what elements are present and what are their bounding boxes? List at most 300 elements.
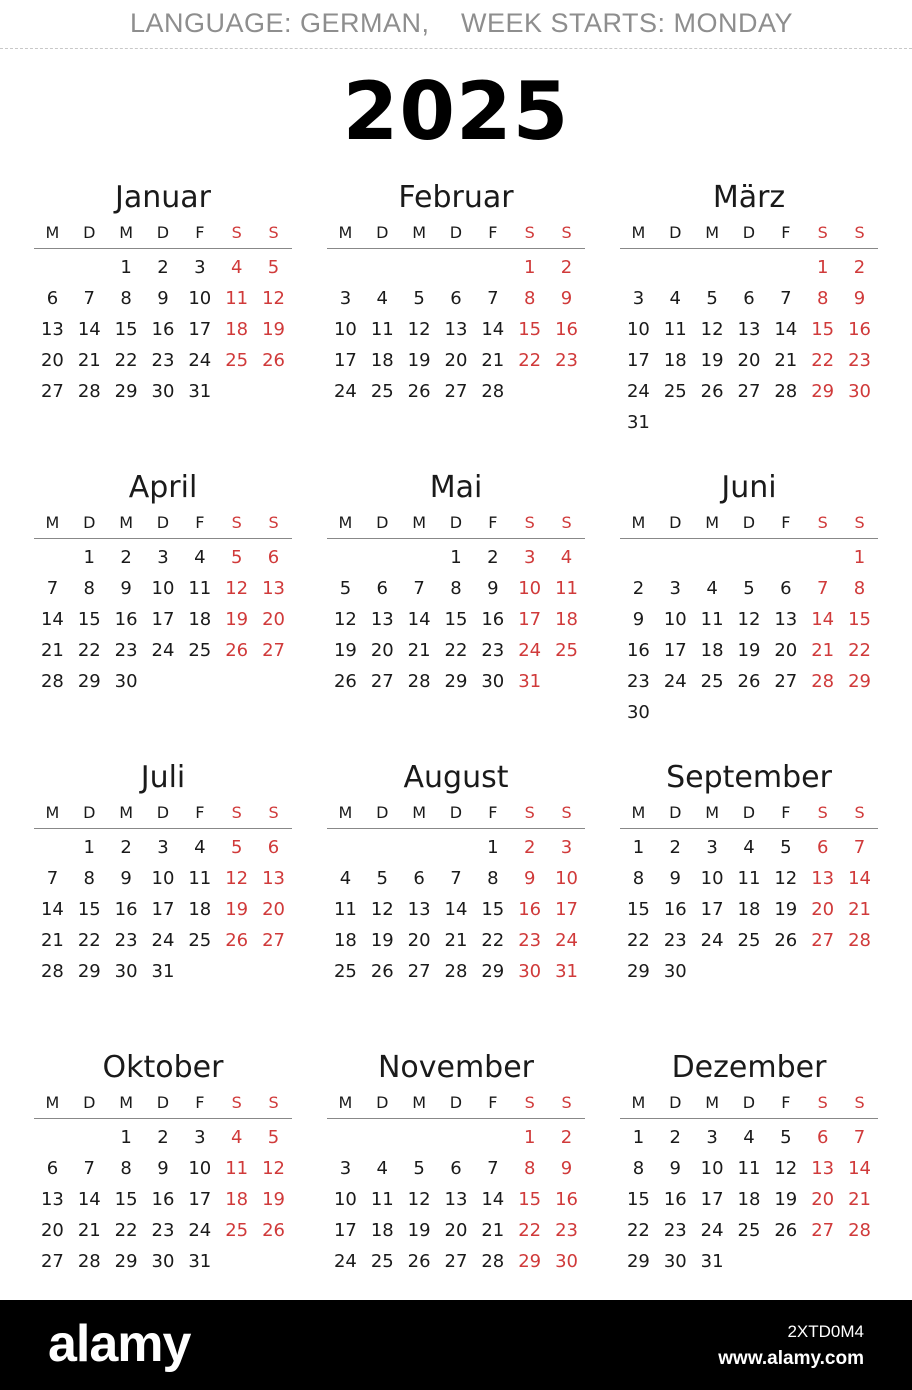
- weekday-label: M: [631, 803, 646, 822]
- day-cell: 23: [555, 350, 578, 371]
- month-block: [620, 468, 878, 748]
- month-name: August: [403, 760, 509, 795]
- day-cell: 15: [77, 609, 101, 630]
- day-cell: 19: [407, 1220, 431, 1241]
- weekday-label: M: [119, 223, 134, 242]
- weekday-label: S: [561, 803, 572, 822]
- day-cell: 10: [555, 868, 578, 889]
- day-cell: 26: [407, 381, 431, 402]
- weekday-label: M: [705, 223, 720, 242]
- weekday-label: S: [268, 223, 279, 242]
- weekday-label: M: [412, 223, 427, 242]
- day-cell: 14: [444, 899, 468, 920]
- day-cell: 5: [230, 547, 243, 568]
- day-cell: 5: [339, 578, 352, 599]
- day-cell: 18: [188, 609, 212, 630]
- day-cell: 30: [481, 671, 505, 692]
- month-name: April: [128, 470, 198, 505]
- day-cell: 13: [262, 868, 285, 889]
- day-cell: 30: [663, 1251, 687, 1272]
- day-cell: 25: [370, 381, 394, 402]
- day-cell: 24: [333, 381, 357, 402]
- weekday-header: [327, 1090, 585, 1119]
- day-cell: 11: [663, 319, 687, 340]
- day-cell: 2: [853, 257, 866, 278]
- day-cell: 14: [40, 899, 64, 920]
- weekday-label: S: [561, 1093, 572, 1112]
- weekday-label: D: [83, 223, 96, 242]
- month-name: Februar: [398, 180, 514, 215]
- image-id: 2XTD0M4: [787, 1322, 864, 1341]
- day-cell: 14: [848, 868, 871, 889]
- weekday-label: M: [45, 223, 60, 242]
- day-cell: 14: [481, 1189, 505, 1210]
- day-cell: 2: [120, 547, 132, 568]
- month-name: März: [712, 180, 786, 215]
- day-cell: 11: [188, 868, 212, 889]
- day-cell: 13: [370, 609, 394, 630]
- weekday-label: S: [854, 803, 865, 822]
- day-cell: 21: [444, 930, 468, 951]
- day-cell: 4: [743, 1127, 755, 1148]
- day-cell: 31: [151, 961, 175, 982]
- weekday-label: M: [338, 803, 353, 822]
- day-cell: 1: [853, 547, 866, 568]
- weekday-label: D: [83, 513, 96, 532]
- day-cell: 23: [848, 350, 871, 371]
- weekday-label: S: [524, 513, 535, 532]
- day-cell: 13: [811, 1158, 835, 1179]
- day-cell: 14: [774, 319, 798, 340]
- day-cell: 22: [77, 640, 101, 661]
- day-cell: 24: [333, 1251, 357, 1272]
- day-cell: 14: [481, 319, 505, 340]
- day-cell: 14: [407, 609, 431, 630]
- weekday-label: D: [376, 1093, 389, 1112]
- day-cell: 8: [523, 288, 536, 309]
- day-cell: 3: [523, 547, 536, 568]
- weekday-label: D: [669, 803, 682, 822]
- weekday-label: F: [781, 223, 791, 242]
- weekday-header: [34, 800, 292, 829]
- day-cell: 21: [77, 350, 101, 371]
- day-cell: 27: [262, 930, 285, 951]
- day-cell: 4: [194, 547, 206, 568]
- day-cell: 20: [370, 640, 394, 661]
- day-cell: 26: [370, 961, 394, 982]
- day-cell: 6: [743, 288, 755, 309]
- weekday-label: F: [488, 513, 498, 532]
- day-cell: 9: [120, 868, 132, 889]
- day-cell: 10: [663, 609, 687, 630]
- day-cell: 18: [225, 319, 249, 340]
- day-cell: 25: [555, 640, 578, 661]
- weekday-label: S: [817, 223, 828, 242]
- day-cell: 3: [560, 837, 573, 858]
- day-cell: 22: [626, 1220, 650, 1241]
- day-cell: 31: [188, 1251, 212, 1272]
- day-cell: 30: [151, 1251, 175, 1272]
- weekday-label: D: [449, 223, 463, 242]
- weekday-label: D: [156, 1093, 170, 1112]
- day-cell: 4: [339, 868, 352, 889]
- day-cell: 10: [333, 319, 357, 340]
- weekday-label: F: [195, 223, 205, 242]
- day-cell: 29: [77, 671, 101, 692]
- day-cell: 27: [40, 381, 64, 402]
- day-cell: 28: [848, 1220, 871, 1241]
- weekday-label: D: [669, 513, 682, 532]
- weekday-header: [34, 220, 292, 249]
- day-cell: 9: [157, 288, 169, 309]
- day-cell: 1: [450, 547, 462, 568]
- month-name: Mai: [429, 470, 483, 505]
- day-cell: 10: [151, 578, 175, 599]
- weekday-header: [620, 510, 878, 539]
- day-cell: 22: [444, 640, 468, 661]
- day-cell: 28: [77, 1251, 101, 1272]
- weekday-header: [34, 1090, 292, 1119]
- weekday-label: M: [631, 513, 646, 532]
- day-cell: 1: [83, 837, 95, 858]
- day-cell: 18: [225, 1189, 249, 1210]
- day-cell: 14: [77, 1189, 101, 1210]
- day-cell: 19: [333, 640, 357, 661]
- day-cell: 27: [370, 671, 394, 692]
- day-cell: 22: [518, 1220, 542, 1241]
- day-cell: 12: [407, 319, 431, 340]
- day-cell: 20: [262, 899, 285, 920]
- day-cell: 16: [555, 1189, 578, 1210]
- weekday-label: F: [195, 803, 205, 822]
- day-cell: 29: [626, 1251, 650, 1272]
- weekday-label: M: [412, 1093, 427, 1112]
- day-cell: 14: [811, 609, 835, 630]
- month-name: Juli: [140, 760, 186, 795]
- day-cell: 25: [225, 350, 249, 371]
- day-cell: 3: [632, 288, 645, 309]
- day-cell: 4: [706, 578, 718, 599]
- day-cell: 11: [737, 868, 761, 889]
- day-cell: 27: [444, 381, 468, 402]
- day-cell: 24: [700, 1220, 724, 1241]
- day-cell: 8: [632, 1158, 645, 1179]
- day-cell: 23: [481, 640, 505, 661]
- day-cell: 7: [853, 1127, 866, 1148]
- weekday-label: S: [231, 223, 242, 242]
- day-cell: 10: [333, 1189, 357, 1210]
- day-cell: 11: [225, 1158, 249, 1179]
- weekday-label: M: [119, 1093, 134, 1112]
- day-cell: 29: [811, 381, 835, 402]
- day-cell: 27: [40, 1251, 64, 1272]
- day-cell: 26: [225, 930, 249, 951]
- weekday-label: F: [488, 223, 498, 242]
- day-cell: 29: [77, 961, 101, 982]
- day-cell: 5: [706, 288, 718, 309]
- month-block: [34, 758, 292, 1038]
- weekday-label: S: [524, 803, 535, 822]
- day-cell: 4: [669, 288, 681, 309]
- day-cell: 28: [40, 961, 64, 982]
- day-cell: 26: [225, 640, 249, 661]
- day-cell: 16: [663, 899, 687, 920]
- day-cell: 8: [120, 1158, 132, 1179]
- day-cell: 27: [811, 930, 835, 951]
- day-cell: 12: [370, 899, 394, 920]
- day-cell: 5: [780, 837, 792, 858]
- day-cell: 25: [188, 930, 212, 951]
- month-block: [327, 468, 585, 748]
- weekday-label: D: [742, 513, 756, 532]
- day-cell: 8: [853, 578, 866, 599]
- day-cell: 19: [700, 350, 724, 371]
- day-cell: 3: [194, 1127, 206, 1148]
- day-cell: 28: [481, 1251, 505, 1272]
- day-cell: 8: [632, 868, 645, 889]
- day-cell: 28: [40, 671, 64, 692]
- day-cell: 20: [444, 1220, 468, 1241]
- day-cell: 16: [626, 640, 650, 661]
- day-cell: 27: [811, 1220, 835, 1241]
- day-cell: 22: [518, 350, 542, 371]
- day-cell: 27: [262, 640, 285, 661]
- weekday-header: [34, 510, 292, 539]
- weekday-label: M: [338, 223, 353, 242]
- day-cell: 11: [225, 288, 249, 309]
- day-cell: 9: [560, 1158, 573, 1179]
- day-cell: 29: [481, 961, 505, 982]
- day-cell: 18: [370, 350, 394, 371]
- day-cell: 5: [780, 1127, 792, 1148]
- day-cell: 22: [77, 930, 101, 951]
- weekday-label: D: [156, 513, 170, 532]
- day-cell: 19: [262, 1189, 285, 1210]
- day-cell: 3: [194, 257, 206, 278]
- day-cell: 5: [743, 578, 755, 599]
- weekday-label: S: [561, 223, 572, 242]
- day-cell: 13: [737, 319, 761, 340]
- day-cell: 1: [816, 257, 829, 278]
- day-cell: 22: [114, 350, 138, 371]
- day-cell: 16: [663, 1189, 687, 1210]
- day-cell: 31: [700, 1251, 724, 1272]
- weekday-label: D: [669, 223, 682, 242]
- day-cell: 25: [737, 1220, 761, 1241]
- day-cell: 6: [267, 837, 280, 858]
- month-block: [327, 1048, 585, 1328]
- weekday-label: D: [376, 513, 389, 532]
- day-cell: 16: [151, 1189, 175, 1210]
- day-cell: 27: [407, 961, 431, 982]
- day-cell: 10: [518, 578, 542, 599]
- day-cell: 21: [40, 640, 64, 661]
- day-cell: 30: [663, 961, 687, 982]
- month-block: [327, 758, 585, 1038]
- weekday-label: M: [705, 1093, 720, 1112]
- day-cell: 16: [555, 319, 578, 340]
- month-block: [327, 178, 585, 458]
- day-cell: 28: [77, 381, 101, 402]
- week-start-caption: WEEK STARTS: MONDAY: [461, 8, 794, 38]
- day-cell: 17: [333, 350, 357, 371]
- day-cell: 15: [626, 1189, 650, 1210]
- day-cell: 8: [487, 868, 499, 889]
- day-cell: 13: [40, 1189, 64, 1210]
- day-cell: 30: [555, 1251, 578, 1272]
- day-cell: 3: [339, 288, 352, 309]
- day-cell: 21: [77, 1220, 101, 1241]
- day-cell: 19: [225, 899, 249, 920]
- weekday-label: D: [376, 803, 389, 822]
- day-cell: 2: [157, 257, 169, 278]
- day-cell: 21: [774, 350, 798, 371]
- day-cell: 13: [811, 868, 835, 889]
- day-cell: 25: [663, 381, 687, 402]
- day-cell: 14: [848, 1158, 871, 1179]
- day-cell: 31: [518, 671, 542, 692]
- day-cell: 16: [481, 609, 505, 630]
- day-cell: 9: [669, 1158, 681, 1179]
- day-cell: 26: [262, 350, 285, 371]
- day-cell: 12: [737, 609, 761, 630]
- day-cell: 30: [114, 671, 138, 692]
- day-cell: 9: [560, 288, 573, 309]
- day-cell: 1: [120, 1127, 132, 1148]
- day-cell: 1: [632, 1127, 645, 1148]
- day-cell: 31: [188, 381, 212, 402]
- day-cell: 8: [523, 1158, 536, 1179]
- day-cell: 2: [120, 837, 132, 858]
- day-cell: 1: [83, 547, 95, 568]
- weekday-label: M: [45, 1093, 60, 1112]
- day-cell: 18: [188, 899, 212, 920]
- weekday-label: D: [742, 223, 756, 242]
- day-cell: 3: [157, 837, 169, 858]
- day-cell: 9: [487, 578, 499, 599]
- day-cell: 29: [114, 1251, 138, 1272]
- day-cell: 12: [262, 288, 285, 309]
- weekday-label: D: [449, 803, 463, 822]
- day-cell: 23: [114, 930, 138, 951]
- day-cell: 2: [560, 1127, 573, 1148]
- weekday-label: M: [631, 223, 646, 242]
- day-cell: 16: [114, 899, 138, 920]
- day-cell: 11: [370, 1189, 394, 1210]
- day-cell: 24: [518, 640, 542, 661]
- day-cell: 17: [518, 609, 542, 630]
- day-cell: 16: [848, 319, 871, 340]
- day-cell: 7: [780, 288, 792, 309]
- day-cell: 8: [450, 578, 462, 599]
- month-block: [620, 1048, 878, 1328]
- day-cell: 16: [114, 609, 138, 630]
- weekday-header: [327, 220, 585, 249]
- weekday-label: D: [669, 1093, 682, 1112]
- day-cell: 6: [267, 547, 280, 568]
- day-cell: 6: [780, 578, 792, 599]
- weekday-label: F: [781, 803, 791, 822]
- weekday-header: [620, 800, 878, 829]
- day-cell: 30: [151, 381, 175, 402]
- weekday-label: D: [742, 1093, 756, 1112]
- day-cell: 24: [188, 350, 212, 371]
- day-cell: 7: [487, 1158, 499, 1179]
- day-cell: 22: [811, 350, 835, 371]
- day-cell: 11: [370, 319, 394, 340]
- day-cell: 11: [333, 899, 357, 920]
- day-cell: 13: [444, 319, 468, 340]
- day-cell: 29: [848, 671, 871, 692]
- day-cell: 11: [188, 578, 212, 599]
- day-cell: 20: [40, 1220, 64, 1241]
- day-cell: 31: [555, 961, 578, 982]
- weekday-label: D: [742, 803, 756, 822]
- weekday-label: D: [156, 223, 170, 242]
- day-cell: 12: [262, 1158, 285, 1179]
- day-cell: 13: [407, 899, 431, 920]
- day-cell: 8: [120, 288, 132, 309]
- day-cell: 27: [444, 1251, 468, 1272]
- day-cell: 22: [848, 640, 871, 661]
- day-cell: 19: [262, 319, 285, 340]
- weekday-label: M: [338, 1093, 353, 1112]
- day-cell: 18: [555, 609, 578, 630]
- day-cell: 5: [230, 837, 243, 858]
- day-cell: 15: [114, 1189, 138, 1210]
- day-cell: 28: [848, 930, 871, 951]
- day-cell: 7: [46, 868, 59, 889]
- day-cell: 22: [626, 930, 650, 951]
- day-cell: 12: [225, 578, 249, 599]
- day-cell: 6: [816, 1127, 829, 1148]
- day-cell: 15: [77, 899, 101, 920]
- day-cell: 20: [444, 350, 468, 371]
- day-cell: 24: [188, 1220, 212, 1241]
- day-cell: 26: [333, 671, 357, 692]
- day-cell: 5: [413, 288, 425, 309]
- day-cell: 7: [816, 578, 829, 599]
- weekday-label: S: [268, 513, 279, 532]
- day-cell: 15: [811, 319, 835, 340]
- month-block: [34, 468, 292, 748]
- weekday-label: F: [195, 1093, 205, 1112]
- weekday-label: S: [231, 1093, 242, 1112]
- day-cell: 25: [225, 1220, 249, 1241]
- day-cell: 18: [370, 1220, 394, 1241]
- day-cell: 18: [700, 640, 724, 661]
- day-cell: 2: [487, 547, 499, 568]
- day-cell: 30: [114, 961, 138, 982]
- weekday-label: S: [524, 1093, 535, 1112]
- day-cell: 29: [114, 381, 138, 402]
- weekday-label: M: [705, 803, 720, 822]
- day-cell: 10: [151, 868, 175, 889]
- day-cell: 8: [83, 868, 95, 889]
- weekday-label: F: [488, 803, 498, 822]
- day-cell: 21: [481, 1220, 505, 1241]
- day-cell: 10: [700, 868, 724, 889]
- day-cell: 10: [188, 1158, 212, 1179]
- weekday-label: S: [231, 803, 242, 822]
- weekday-label: S: [524, 223, 535, 242]
- day-cell: 19: [225, 609, 249, 630]
- day-cell: 1: [487, 837, 499, 858]
- day-cell: 15: [848, 609, 871, 630]
- day-cell: 6: [816, 837, 829, 858]
- month-block: [34, 178, 292, 458]
- day-cell: 12: [407, 1189, 431, 1210]
